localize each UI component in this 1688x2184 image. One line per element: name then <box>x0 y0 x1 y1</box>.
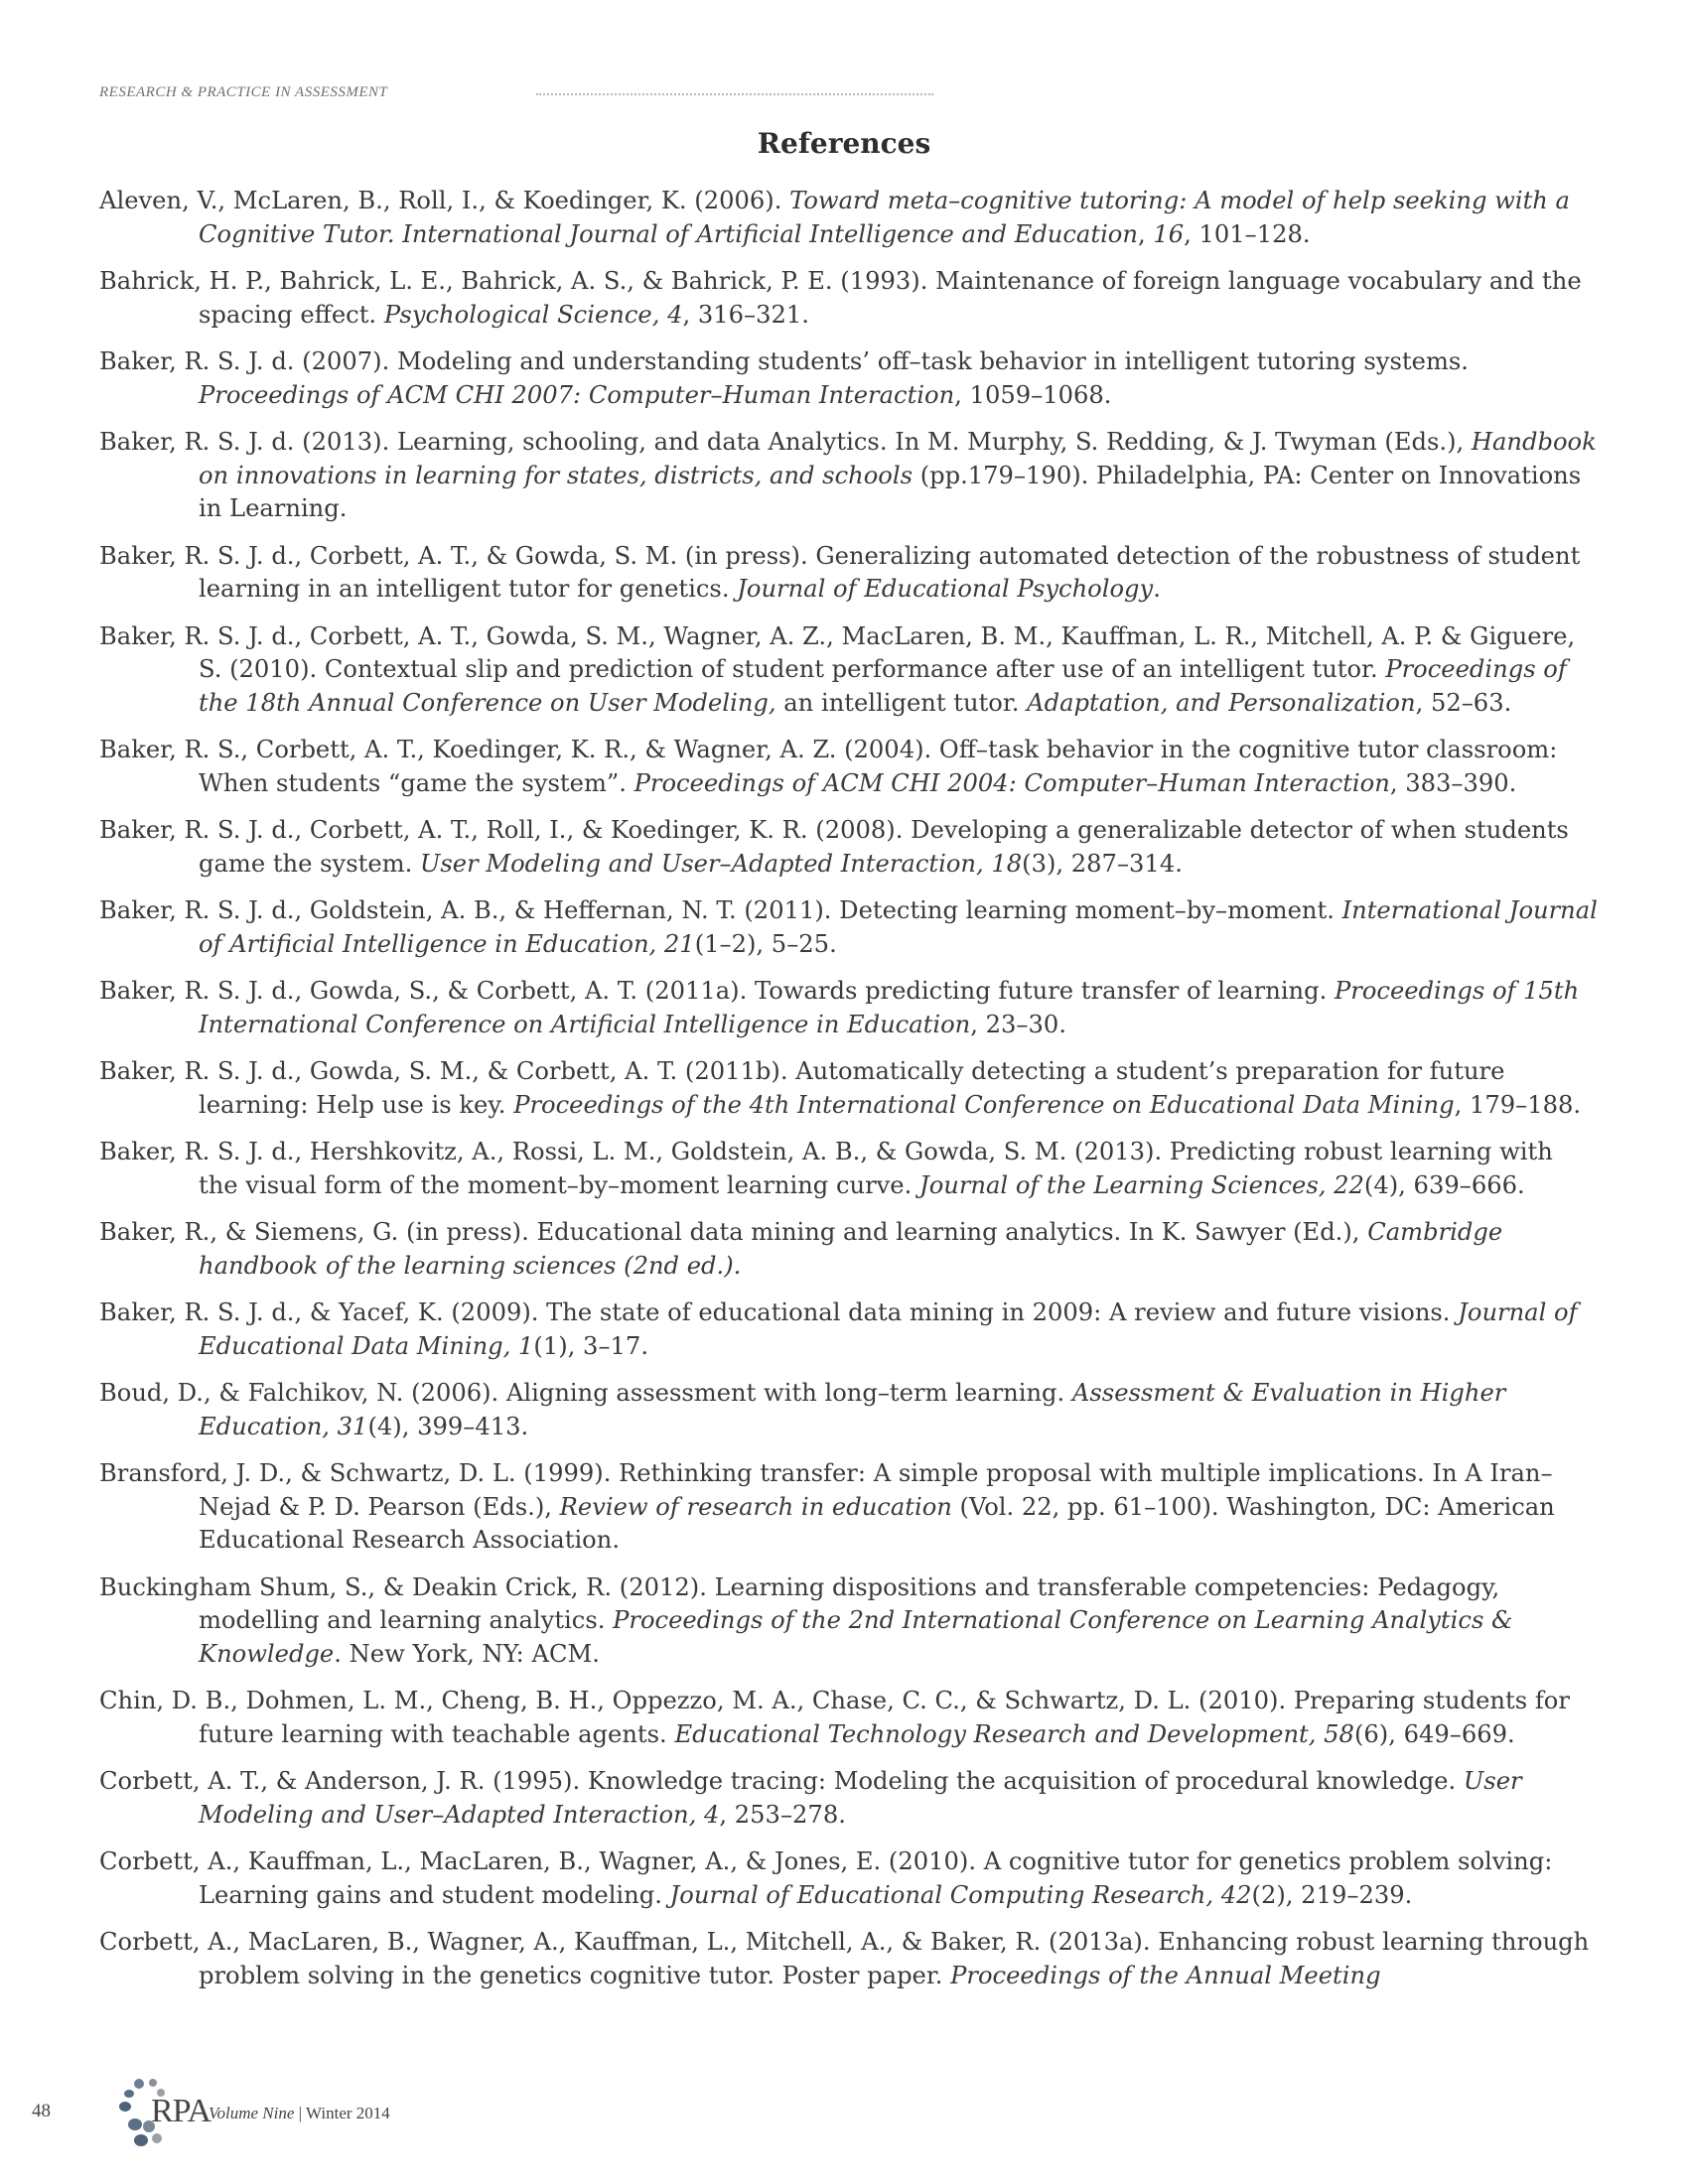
reference-italic-text: Journal of Educational Psychology <box>737 575 1154 603</box>
reference-entry <box>99 1457 1599 1558</box>
running-header <box>99 81 834 105</box>
reference-entry <box>99 1055 1599 1122</box>
issue-label: Winter 2014 <box>306 2104 390 2122</box>
reference-italic-text: Journal of Educational Data Mining, 1 <box>199 1298 1578 1360</box>
reference-entry <box>99 1926 1599 1992</box>
reference-italic-text: Educational Technology Research and Development, 58 <box>674 1719 1354 1748</box>
reference-italic-text: Proceedings of the 2nd International Conference on Learning Analytics & Knowledge <box>199 1606 1513 1668</box>
reference-text: (4), 639–666. <box>1363 1170 1525 1199</box>
reference-text: , 101–128. <box>1184 219 1311 248</box>
reference-text: Baker, R. S. J. d., Corbett, A. T., Roll, I., & Koedinger, K. R. (2008). Developing a generalizable detector of when students game the system. <box>99 816 1569 878</box>
reference-entry <box>99 814 1599 881</box>
reference-entry <box>99 1765 1599 1832</box>
reference-text: . <box>1153 575 1161 603</box>
page-footer <box>32 2077 628 2156</box>
reference-italic-text: Assessment & Evaluation in Higher Education, 31 <box>199 1379 1506 1440</box>
reference-entry <box>99 426 1599 526</box>
volume-separator: | <box>294 2104 307 2122</box>
reference-list <box>99 185 1599 2006</box>
reference-entry <box>99 345 1599 412</box>
reference-entry <box>99 1216 1599 1283</box>
reference-text: (3), 287–314. <box>1022 849 1183 878</box>
reference-italic-text: Proceedings of 15th International Conference on Artificial Intelligence in Education <box>199 977 1580 1038</box>
reference-text: (4), 399–413. <box>367 1412 529 1440</box>
reference-text: Boud, D., & Falchikov, N. (2006). Aligning assessment with long–term learning. <box>99 1379 1072 1407</box>
reference-italic-text: Handbook on innovations in learning for states, districts, and schools <box>199 428 1597 489</box>
reference-text: , 383–390. <box>1389 768 1517 797</box>
reference-italic-text: Proceedings of ACM CHI 2004: Computer–Human Interaction <box>633 768 1390 797</box>
reference-text: Baker, R. S. J. d., Hershkovitz, A., Rossi, L. M., Goldstein, A. B., & Gowda, S. M. (2013). Predicting robust learning with the visual form of the moment–by–moment learning curve. <box>99 1138 1553 1199</box>
reference-text: an intelligent tutor. <box>775 688 1028 717</box>
reference-text: Baker, R., & Siemens, G. (in press). Educational data mining and learning analytics. In K. Sawyer (Ed.), <box>99 1218 1368 1246</box>
reference-entry <box>99 1571 1599 1672</box>
reference-text: Baker, R. S. J. d., & Yacef, K. (2009). The state of educational data mining in 2009: A review and future visions. <box>99 1298 1459 1326</box>
reference-italic-text: Proceedings of the 18th Annual Conference on User Modeling, <box>199 655 1567 717</box>
reference-italic-text: User Modeling and User–Adapted Interaction, 18 <box>419 849 1023 878</box>
reference-italic-text: Psychological Science, 4 <box>383 300 683 329</box>
reference-text: , 179–188. <box>1454 1090 1582 1119</box>
reference-entry <box>99 1845 1599 1912</box>
reference-text: Chin, D. B., Dohmen, L. M., Cheng, B. H., Oppezzo, M. A., Chase, C. C., & Schwartz, D. L. (2010). Preparing students for future learning with teachable agents. <box>99 1687 1570 1748</box>
reference-text: Baker, R. S. J. d., Goldstein, A. B., & Heffernan, N. T. (2011). Detecting learning moment–by–moment. <box>99 896 1342 924</box>
reference-text: Bransford, J. D., & Schwartz, D. L. (1999). Rethinking transfer: A simple proposal with multiple implications. In A Iran–Nejad & P. D. Pearson (Eds.), <box>99 1459 1553 1521</box>
reference-italic-text: User Modeling and User–Adapted Interaction, 4 <box>199 1767 1522 1829</box>
reference-text: , 52–63. <box>1415 688 1512 717</box>
reference-entry <box>99 975 1599 1041</box>
reference-text: Corbett, A., Kauffman, L., MacLaren, B., Wagner, A., & Jones, E. (2010). A cognitive tutor for genetics problem solving: Learning gains and student modeling. <box>99 1847 1553 1909</box>
reference-italic-text: 16 <box>1153 219 1185 248</box>
reference-entry <box>99 185 1599 251</box>
reference-text: . New York, NY: ACM. <box>334 1639 600 1668</box>
reference-italic-text: Journal of the Learning Sciences, 22 <box>919 1170 1364 1199</box>
reference-text: Baker, R. S. J. d., Gowda, S., & Corbett, A. T. (2011a). Towards predicting future transfer of learning. <box>99 977 1335 1005</box>
reference-italic-text: Journal of Educational Computing Research, 42 <box>669 1880 1252 1909</box>
reference-italic-text: Proceedings of the Annual Meeting <box>950 1961 1381 1989</box>
reference-entry <box>99 734 1599 800</box>
reference-text: Corbett, A. T., & Anderson, J. R. (1995). Knowledge tracing: Modeling the acquisition of procedural knowledge. <box>99 1767 1464 1795</box>
page-number: 48 <box>32 2101 51 2121</box>
reference-text: (Vol. 22, pp. 61–100). Washington, DC: American Educational Research Association. <box>199 1492 1555 1554</box>
reference-italic-text: Toward meta–cognitive tutoring: A model of help seeking with a Cognitive Tutor. International Journal of Artificial Intelligence and Education <box>199 187 1570 248</box>
header-dotted-rule <box>536 93 933 95</box>
reference-text: Baker, R. S. J. d., Gowda, S. M., & Corbett, A. T. (2011b). Automatically detecting a student’s preparation for future learning: Help use is key. <box>99 1057 1505 1119</box>
reference-text: Bahrick, H. P., Bahrick, L. E., Bahrick, A. S., & Bahrick, P. E. (1993). Maintenance of foreign language vocabulary and the spacing effect. <box>99 267 1582 329</box>
reference-text: Baker, R. S. J. d. (2013). Learning, schooling, and data Analytics. In M. Murphy, S. Redding, & J. Twyman (Eds.), <box>99 428 1472 456</box>
logo-text: RPA <box>151 2093 211 2129</box>
reference-text: (1–2), 5–25. <box>694 929 837 958</box>
reference-entry <box>99 265 1599 332</box>
reference-text: Baker, R. S. J. d. (2007). Modeling and understanding students’ off–task behavior in intelligent tutoring systems. <box>99 347 1469 375</box>
reference-entry <box>99 1377 1599 1443</box>
reference-text: (1), 3–17. <box>533 1331 649 1360</box>
reference-entry <box>99 1297 1599 1363</box>
reference-italic-text: International Journal of Artificial Intelligence in Education, 21 <box>199 896 1598 958</box>
reference-italic-text: Review of research in education <box>559 1492 952 1521</box>
reference-text: (6), 649–669. <box>1353 1719 1515 1748</box>
reference-italic-text: Adaptation, and Personalization <box>1027 688 1416 717</box>
reference-text: , 1059–1068. <box>954 380 1112 409</box>
reference-entry <box>99 620 1599 721</box>
reference-italic-text: Cambridge handbook of the learning sciences (2nd ed.). <box>199 1218 1503 1280</box>
reference-entry <box>99 1136 1599 1202</box>
reference-entry <box>99 540 1599 607</box>
reference-text: Buckingham Shum, S., & Deakin Crick, R. (2012). Learning dispositions and transferable competencies: Pedagogy, modelling and learning analytics. <box>99 1572 1500 1634</box>
reference-text: , 316–321. <box>682 300 809 329</box>
reference-text: (pp.179–190). Philadelphia, PA: Center on Innovations in Learning. <box>199 461 1582 522</box>
journal-name: RESEARCH & PRACTICE IN ASSESSMENT <box>99 84 388 100</box>
reference-text: , <box>1137 219 1154 248</box>
reference-italic-text: Proceedings of ACM CHI 2007: Computer–Human Interaction <box>199 380 955 409</box>
reference-text: Baker, R. S. J. d., Corbett, A. T., Gowda, S. M., Wagner, A. Z., MacLaren, B. M., Kauffman, L. R., Mitchell, A. P. & Giguere, S. (2010). Contextual slip and prediction of student performance after use of an intelligent tutor. <box>99 621 1576 683</box>
reference-text: Aleven, V., McLaren, B., Roll, I., & Koedinger, K. (2006). <box>99 187 790 214</box>
reference-italic-text: Proceedings of the 4th International Conference on Educational Data Mining <box>513 1090 1455 1119</box>
reference-text: Baker, R. S., Corbett, A. T., Koedinger, K. R., & Wagner, A. Z. (2004). Off–task behavior in the cognitive tutor classroom: When students “game the system”. <box>99 736 1558 797</box>
section-title: References <box>757 127 931 160</box>
volume-label: Volume Nine <box>209 2104 295 2122</box>
reference-entry <box>99 894 1599 961</box>
volume-issue <box>209 2104 390 2123</box>
reference-text: , 253–278. <box>719 1800 846 1829</box>
reference-text: , 23–30. <box>970 1010 1066 1038</box>
reference-text: (2), 219–239. <box>1251 1880 1413 1909</box>
reference-text: Corbett, A., MacLaren, B., Wagner, A., Kauffman, L., Mitchell, A., & Baker, R. (2013a). Enhancing robust learning through problem solving in the genetics cognitive tutor. Poster paper. <box>99 1928 1590 1989</box>
reference-entry <box>99 1685 1599 1751</box>
reference-text: Baker, R. S. J. d., Corbett, A. T., & Gowda, S. M. (in press). Generalizing automated detection of the robustness of student learning in an intelligent tutor for genetics. <box>99 541 1581 603</box>
